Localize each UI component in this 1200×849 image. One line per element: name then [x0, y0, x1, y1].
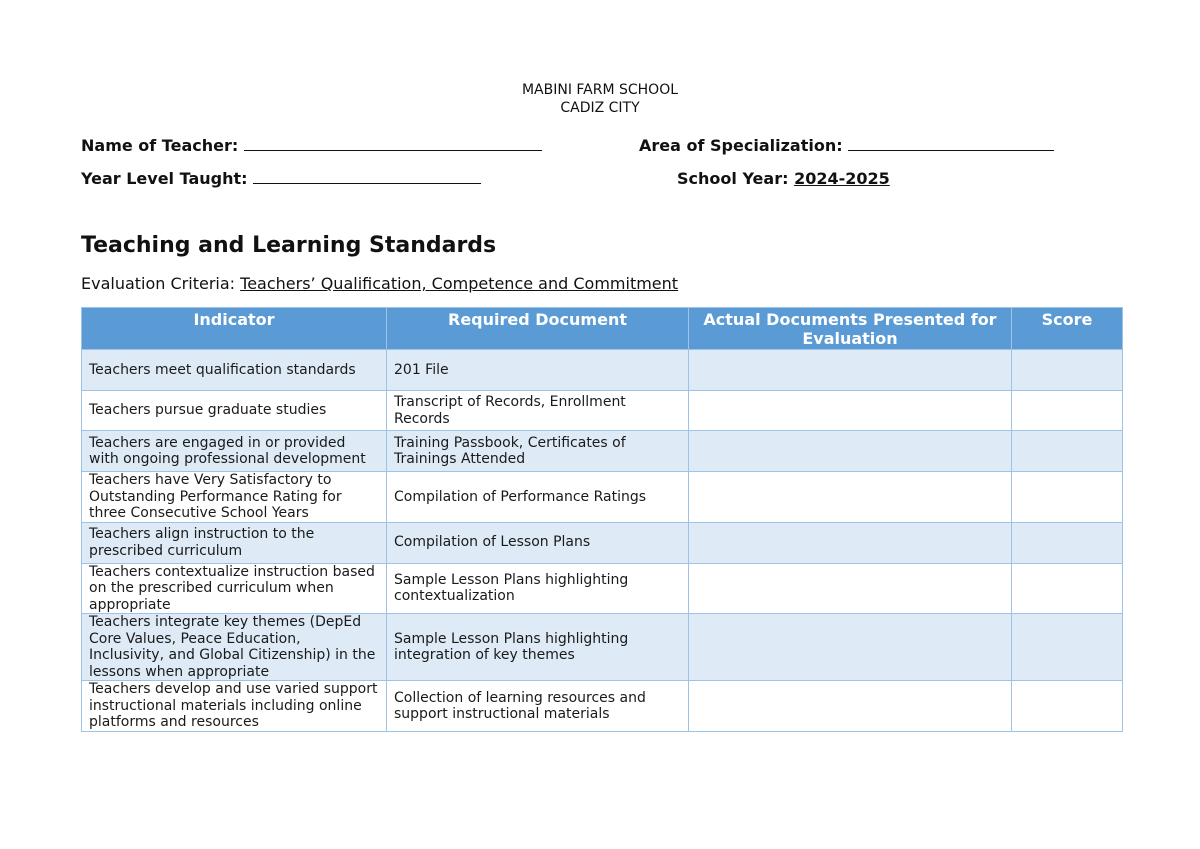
teacher-name-field [81, 136, 542, 155]
criteria-label: Evaluation Criteria: [81, 274, 236, 293]
document-cell: Training Passbook, Certificates of Trainings Attended [387, 431, 689, 472]
table-row [82, 681, 1123, 732]
actual-documents-cell[interactable] [689, 431, 1012, 472]
indicator-cell: Teachers develop and use varied support instructional materials including online platforms and resources [82, 681, 387, 732]
indicator-cell: Teachers pursue graduate studies [82, 391, 387, 431]
document-cell: 201 File [387, 350, 689, 391]
indicator-cell: Teachers are engaged in or provided with ongoing professional development [82, 431, 387, 472]
score-cell[interactable] [1012, 391, 1123, 431]
evaluation-criteria [81, 274, 678, 293]
indicator-cell: Teachers integrate key themes (DepEd Core Values, Peace Education, Inclusivity, and Global Citizenship) in the lessons when appropriate [82, 614, 387, 681]
section-title: Teaching and Learning Standards [81, 233, 497, 258]
actual-documents-cell[interactable] [689, 563, 1012, 614]
header-actual-documents: Actual Documents Presented for Evaluation [689, 308, 1012, 350]
school-year-field [677, 169, 890, 188]
indicator-cell: Teachers have Very Satisfactory to Outstanding Performance Rating for three Consecutive School Years [82, 472, 387, 523]
score-cell[interactable] [1012, 472, 1123, 523]
table-header-row [82, 308, 1123, 350]
year-level-label: Year Level Taught: [81, 169, 248, 188]
document-cell: Collection of learning resources and support instructional materials [387, 681, 689, 732]
actual-documents-cell[interactable] [689, 614, 1012, 681]
actual-documents-cell[interactable] [689, 522, 1012, 563]
header-required-document: Required Document [387, 308, 689, 350]
indicator-cell: Teachers meet qualification standards [82, 350, 387, 391]
standards-table [81, 307, 1123, 732]
school-city: CADIZ CITY [560, 100, 640, 116]
table-row [82, 563, 1123, 614]
specialization-label: Area of Specialization: [639, 136, 843, 155]
table-row [82, 614, 1123, 681]
year-level-field [81, 169, 481, 188]
actual-documents-cell[interactable] [689, 681, 1012, 732]
score-cell[interactable] [1012, 681, 1123, 732]
document-cell: Sample Lesson Plans highlighting integration of key themes [387, 614, 689, 681]
indicator-cell: Teachers contextualize instruction based on the prescribed curriculum when appropriate [82, 563, 387, 614]
actual-documents-cell[interactable] [689, 391, 1012, 431]
document-cell: Sample Lesson Plans highlighting contextualization [387, 563, 689, 614]
actual-documents-cell[interactable] [689, 350, 1012, 391]
year-level-blank[interactable] [253, 169, 481, 184]
score-cell[interactable] [1012, 350, 1123, 391]
score-cell[interactable] [1012, 614, 1123, 681]
actual-documents-cell[interactable] [689, 472, 1012, 523]
document-cell: Compilation of Lesson Plans [387, 522, 689, 563]
school-year-label: School Year: [677, 169, 789, 188]
score-cell[interactable] [1012, 431, 1123, 472]
teacher-name-label: Name of Teacher: [81, 136, 239, 155]
school-year-value: 2024-2025 [794, 169, 890, 188]
header-indicator: Indicator [82, 308, 387, 350]
table-row [82, 431, 1123, 472]
table-row [82, 472, 1123, 523]
school-header [0, 81, 1200, 117]
header-score: Score [1012, 308, 1123, 350]
table-row [82, 350, 1123, 391]
specialization-blank[interactable] [848, 136, 1054, 151]
score-cell[interactable] [1012, 563, 1123, 614]
teacher-name-blank[interactable] [244, 136, 542, 151]
specialization-field [639, 136, 1054, 155]
table-row [82, 391, 1123, 431]
criteria-value: Teachers’ Qualification, Competence and Commitment [240, 274, 679, 293]
school-name: MABINI FARM SCHOOL [521, 82, 679, 98]
table-row [82, 522, 1123, 563]
score-cell[interactable] [1012, 522, 1123, 563]
document-cell: Transcript of Records, Enrollment Records [387, 391, 689, 431]
document-cell: Compilation of Performance Ratings [387, 472, 689, 523]
indicator-cell: Teachers align instruction to the prescribed curriculum [82, 522, 387, 563]
